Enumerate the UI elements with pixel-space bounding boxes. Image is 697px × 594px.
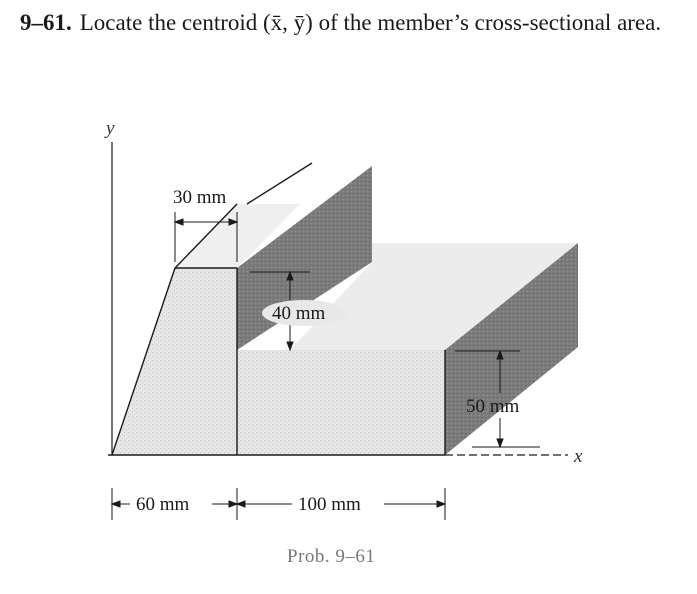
ridge-back-edge <box>247 163 312 204</box>
dim-50mm-label: 50 mm <box>466 396 520 417</box>
problem-number: 9–61. <box>20 10 72 35</box>
dim-60mm-label: 60 mm <box>136 494 190 515</box>
dim-40mm-label: 40 mm <box>272 303 326 324</box>
figure-caption: Prob. 9–61 <box>287 546 376 567</box>
x-axis-label: x <box>574 446 583 467</box>
y-axis-label: y <box>106 118 115 139</box>
dim-100mm-label: 100 mm <box>298 494 361 515</box>
problem-text: Locate the centroid (x̄, ȳ) of the member’s cross-sectional area. <box>79 10 662 35</box>
dim-30mm-label: 30 mm <box>173 187 227 208</box>
